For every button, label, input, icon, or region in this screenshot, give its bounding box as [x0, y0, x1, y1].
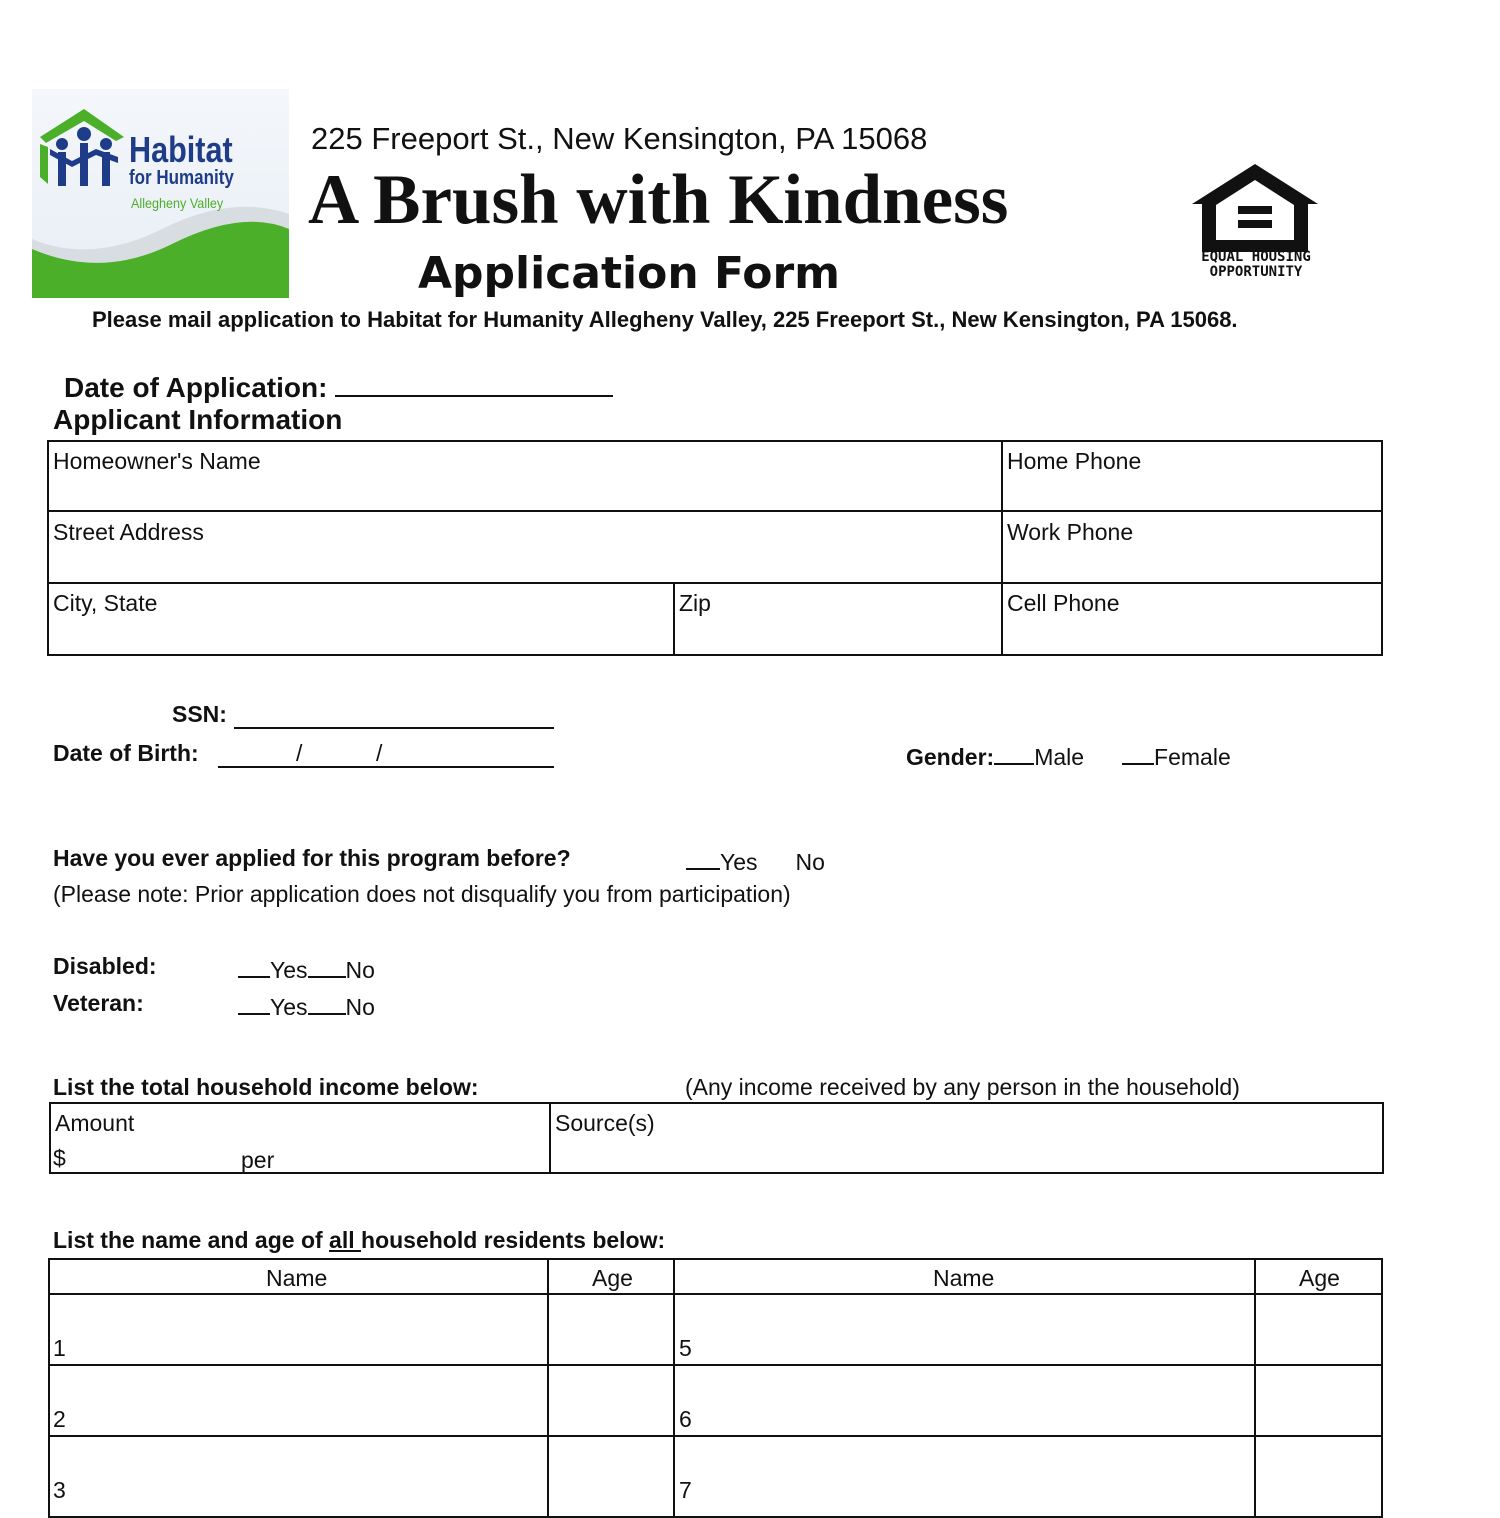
equal-housing-logo [1190, 160, 1320, 285]
divider [673, 1258, 675, 1518]
form-subtitle: Application Form [418, 248, 841, 299]
resident-row-number[interactable]: 5 [679, 1335, 692, 1361]
disabled-options [238, 953, 375, 984]
applied-before-options [686, 845, 825, 876]
income-sources-field[interactable]: Source(s) [555, 1110, 655, 1136]
veteran-no-checkbox[interactable] [308, 990, 346, 1015]
disabled-no-checkbox[interactable] [308, 953, 346, 978]
logo-brand: Habitat [129, 129, 233, 170]
resident-row-number[interactable]: 7 [679, 1477, 692, 1503]
equal-housing-text: EQUAL HOUSING OPPORTUNITY [1201, 249, 1311, 280]
page-title: A Brush with Kindness [308, 161, 1009, 239]
applied-no-option[interactable]: No [795, 849, 825, 875]
divider [47, 510, 1383, 512]
divider [48, 1293, 1383, 1295]
female-checkbox[interactable] [1122, 740, 1154, 765]
dob-slash: / [296, 740, 303, 766]
gender-row [906, 740, 1231, 771]
no-option: No [345, 957, 375, 983]
divider [1001, 440, 1003, 656]
resident-row-number[interactable]: 2 [53, 1406, 66, 1432]
applied-before-note: (Please note: Prior application does not disqualify you from participation) [53, 881, 791, 907]
disabled-label: Disabled: [53, 953, 157, 979]
veteran-options [238, 990, 375, 1021]
divider [547, 1258, 549, 1518]
date-of-application-field[interactable] [335, 367, 613, 397]
applied-before-question: Have you ever applied for this program before? [53, 845, 571, 871]
resident-row-number[interactable]: 3 [53, 1477, 66, 1503]
income-amount-label: Amount [55, 1110, 135, 1136]
logo-brand-sub: for Humanity [129, 167, 234, 189]
resident-row-number[interactable]: 6 [679, 1406, 692, 1432]
residents-table [48, 1258, 1383, 1518]
divider [48, 1435, 1383, 1437]
applicant-info-heading: Applicant Information [53, 404, 343, 435]
disabled-yes-checkbox[interactable] [238, 953, 270, 978]
ssn-field[interactable] [234, 703, 554, 729]
date-label: Date of Application: [64, 372, 328, 403]
yes-option: Yes [270, 994, 308, 1020]
divider [673, 582, 675, 656]
street-address-field[interactable]: Street Address [53, 519, 204, 545]
heading-emphasis: all [329, 1227, 362, 1253]
col-header-name: Name [933, 1265, 995, 1291]
applied-yes-option: Yes [720, 849, 758, 875]
divider [1254, 1258, 1256, 1518]
female-option: Female [1154, 744, 1231, 770]
divider [48, 1364, 1383, 1366]
income-note: (Any income received by any person in the household) [685, 1074, 1240, 1100]
logo-graphic-icon [32, 89, 289, 298]
col-header-age: Age [592, 1265, 633, 1291]
yes-option: Yes [270, 957, 308, 983]
equal-housing-house-icon [1190, 160, 1320, 255]
col-header-name: Name [266, 1265, 328, 1291]
income-dollar-field[interactable]: $ [53, 1145, 66, 1171]
zip-field[interactable]: Zip [679, 590, 711, 616]
veteran-label: Veteran: [53, 990, 144, 1016]
dob-label: Date of Birth: [53, 740, 199, 766]
heading-text: List the name and age of [53, 1227, 330, 1253]
habitat-logo [32, 89, 289, 298]
no-option: No [345, 994, 375, 1020]
org-address: 225 Freeport St., New Kensington, PA 15068 [311, 121, 928, 156]
income-per-field[interactable]: per [241, 1147, 275, 1173]
ssn-label: SSN: [172, 701, 227, 727]
home-phone-field[interactable]: Home Phone [1007, 448, 1142, 474]
gender-label: Gender: [906, 744, 995, 770]
dob-field[interactable] [218, 742, 554, 768]
resident-row-number[interactable]: 1 [53, 1335, 66, 1361]
heading-text: household residents below: [361, 1227, 666, 1253]
dob-slash: / [376, 740, 383, 766]
homeowner-name-field[interactable]: Homeowner's Name [53, 448, 261, 474]
mail-instructions: Please mail application to Habitat for Humanity Allegheny Valley, 225 Freeport St., New Kensington, PA 15068. [92, 307, 1238, 332]
divider [549, 1102, 551, 1174]
veteran-yes-checkbox[interactable] [238, 990, 270, 1015]
male-checkbox[interactable] [994, 740, 1034, 765]
col-header-age: Age [1299, 1265, 1340, 1291]
logo-affiliate: Allegheny Valley [131, 195, 224, 211]
residents-heading [53, 1227, 665, 1254]
income-heading: List the total household income below: [53, 1074, 479, 1100]
male-option: Male [1034, 744, 1085, 770]
city-state-field[interactable]: City, State [53, 590, 158, 616]
applied-yes-checkbox[interactable] [686, 845, 720, 870]
work-phone-field[interactable]: Work Phone [1007, 519, 1134, 545]
divider [47, 582, 1383, 584]
date-of-application-label [64, 367, 613, 404]
cell-phone-field[interactable]: Cell Phone [1007, 590, 1120, 616]
